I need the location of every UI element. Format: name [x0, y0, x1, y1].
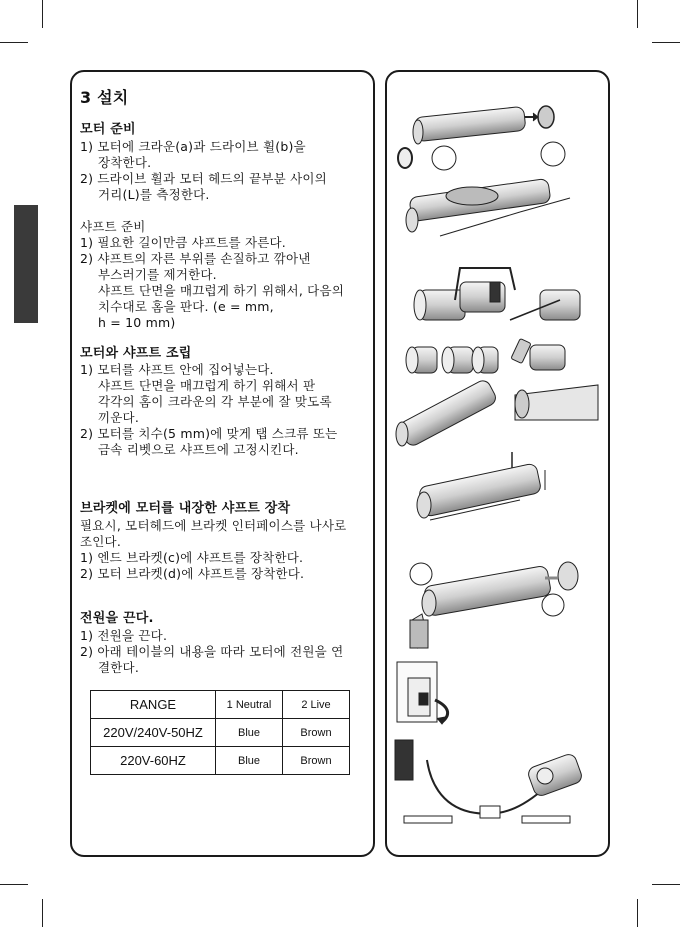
cable-connection-figure: [395, 740, 584, 823]
bracket-line: 2) 모터 브라켓(d)에 샤프트를 장착한다.: [80, 566, 305, 581]
shaft-prep-heading: 샤프트 준비: [80, 219, 146, 234]
motor-prep-line: 2) 드라이브 휠과 모터 헤드의 끝부분 사이의: [80, 171, 327, 186]
assembly-line: 샤프트 단면을 매끄럽게 하기 위해서 판: [98, 378, 316, 393]
assembly-line: 각각의 홈이 크라운의 각 부분에 잘 맞도록: [98, 394, 332, 409]
bracket-line: 필요시, 모터헤드에 브라켓 인터페이스를 나사로: [80, 518, 347, 533]
bracket-mount-figure: [410, 562, 578, 648]
table-cell: Blue: [216, 747, 283, 775]
shaft-prep-line: 2) 샤프트의 자른 부위를 손질하고 깎아낸: [80, 251, 311, 266]
motor-prep-line: 1) 모터에 크라운(a)과 드라이브 휠(b)을: [80, 139, 306, 154]
insert-motor-figure: [396, 378, 598, 448]
power-line: 1) 전원을 끈다.: [80, 628, 168, 643]
assembly-heading: 모터와 샤프트 조립: [80, 346, 192, 361]
section-title: 3 설치: [80, 88, 129, 107]
table-cell: Brown: [283, 719, 350, 747]
power-heading: 전원을 끈다.: [80, 611, 154, 626]
power-line: 2) 아래 테이블의 내용을 따라 모터에 전원을 연: [80, 644, 344, 659]
shaft-prep-line: 부스러기를 제거한다.: [98, 267, 217, 282]
length-measure-figure: [406, 178, 570, 236]
bracket-line: 조인다.: [80, 534, 121, 549]
assembly-line: 2) 모터를 치수(5 mm)에 맞게 탭 스크류 또는: [80, 426, 338, 441]
table-cell: 220V/240V-50HZ: [91, 719, 216, 747]
table-header-cell: 2 Live: [283, 691, 350, 719]
cut-shaft-figure: [414, 268, 580, 320]
power-line: 결한다.: [98, 660, 139, 675]
motor-prep-heading: 모터 준비: [80, 122, 136, 137]
motor-prep-line: 장착한다.: [98, 155, 152, 170]
table-cell: Blue: [216, 719, 283, 747]
table-header-cell: RANGE: [91, 691, 216, 719]
shaft-prep-line: h = 10 mm): [98, 315, 176, 330]
bracket-line: 1) 엔드 브라켓(c)에 샤프트를 장착한다.: [80, 550, 304, 565]
assembly-line: 금속 리벳으로 샤프트에 고정시킨다.: [98, 442, 299, 457]
table-header-cell: 1 Neutral: [216, 691, 283, 719]
circuit-breaker-figure: [397, 662, 448, 724]
table-cell: 220V-60HZ: [91, 747, 216, 775]
motor-prep-line: 거리(L)를 측정한다.: [98, 187, 210, 202]
assembly-line: 1) 모터를 샤프트 안에 집어넣는다.: [80, 362, 274, 377]
motor-crown-wheel-figure: [398, 106, 565, 170]
shaft-prep-line: 치수대로 홈을 판다. (e = mm,: [98, 299, 274, 314]
shaft-prep-line: 1) 필요한 길이만큼 샤프트를 자른다.: [80, 235, 286, 250]
screw-fixing-figure: [417, 452, 545, 520]
shaft-prep-line: 샤프트 단면을 매끄럽게 하기 위해서, 다음의: [98, 283, 344, 298]
bracket-heading: 브라켓에 모터를 내장한 샤프트 장착: [80, 501, 291, 516]
assembly-line: 끼운다.: [98, 410, 139, 425]
table-cell: Brown: [283, 747, 350, 775]
deburr-shaft-figure: [406, 338, 565, 373]
